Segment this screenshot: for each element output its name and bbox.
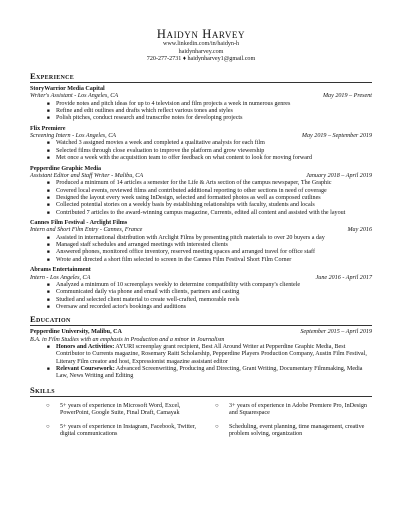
job-role: Writer's Assistant - Los Angeles, CA — [30, 93, 119, 100]
organization-name: Flix Premiere — [30, 125, 66, 132]
section-divider — [30, 325, 372, 326]
organization-name: StoryWarrior Media Capital — [30, 85, 105, 92]
experience-list — [30, 86, 372, 311]
list-item — [56, 366, 372, 381]
job-dates: January 2018 – April 2019 — [306, 172, 372, 179]
organization-name: Cannes Film Festival - Arclight Films — [30, 220, 128, 227]
list-item: ■ Managed staff schedules and arranged meetings with interested clients — [56, 242, 372, 249]
job-role: Intern and Short Film Entry - Cannes, France — [30, 227, 143, 234]
school-name: Pepperdine University, Malibu, CA — [30, 329, 122, 336]
experience-entry — [30, 86, 372, 123]
honors-text: AYURI screenplay grant recipient, Best All Around Writer at Pepperdine Graphic Media, Best Contributor to Currents magazine, Rosemary Raitt Scholarship, Pepperdine Players Production Company, Austin Film Festival, Literary Film creator and host, Expressionist magazine assistant editor — [56, 344, 367, 365]
phone-email: 720-277-2731 ♦ haidynharvey1@gmail.com — [146, 56, 256, 63]
list-item: ■ Met once a week with the acquisition team to offer feedback on what content to look for moving forward — [56, 155, 372, 162]
contact-block — [30, 41, 372, 64]
list-item: ■ Analyzed a minimum of 10 screenplays weekly to determine compatibility with company's clientele — [56, 282, 372, 289]
skill-item: ○ 5+ years of experience in Instagram, Facebook, Twitter, digital communications — [46, 423, 196, 438]
job-role: Screening Intern - Los Angeles, CA — [30, 133, 116, 140]
website-link[interactable]: haidynharvey.com — [178, 48, 224, 55]
coursework-label: Relevant Coursework: — [56, 365, 115, 372]
circle-bullet-icon: ○ — [46, 402, 50, 409]
experience-entry — [30, 166, 372, 217]
list-item: ■ Designed the layout every week using InDesign, selected and formatted photos as well as composed cutlines — [56, 195, 372, 202]
experience-heading: Experience — [30, 70, 75, 81]
job-dates: May 2019 – September 2019 — [301, 133, 372, 140]
coursework-text: Advanced Screenwriting, Producing and Directing, Grant Writing, Documentary Filmmaking, Media Law, News Writing and Editing — [56, 365, 363, 380]
list-item: ■ Watched 3 assigned movies a week and completed a qualitative analysis for each film — [56, 140, 372, 147]
skill-item: ○ 5+ years of experience in Microsoft Word, Excel, PowerPoint, Google Suite, Final Draft, Camayak — [46, 402, 181, 417]
education-heading: Education — [30, 314, 71, 325]
education-dates: September 2015 – April 2019 — [300, 329, 372, 336]
list-item: ■ Contributed 7 articles to the award-winning campus magazine, Currents, edited all content and assisted with the layout — [56, 210, 372, 217]
linkedin-link[interactable]: www.linkedin.com/in/haidyn-h — [162, 41, 240, 47]
job-role: Intern - Los Angeles, CA — [30, 274, 91, 281]
organization-name: Abrams Entertainment — [30, 267, 91, 274]
circle-bullet-icon: ○ — [46, 423, 50, 430]
skills-heading: Skills — [30, 384, 55, 395]
circle-bullet-icon: ○ — [215, 423, 219, 430]
section-divider — [30, 82, 372, 83]
list-item: ■ Refine and edit outlines and drafts which reflect various tones and styles — [56, 108, 372, 115]
list-item: ■ Polish pitches, conduct research and transcribe notes for developing projects — [56, 115, 372, 122]
job-role: Assistant Editor and Staff Writer - Malibu, CA — [30, 172, 144, 179]
list-item: ■ Covered local events, reviewed films and contributed additional reporting to other sections in need of coverage — [56, 188, 372, 195]
skill-item: ○ Scheduling, event planning, time management, creative problem solving, organization — [215, 423, 365, 438]
list-item — [56, 344, 372, 366]
section-divider — [30, 396, 372, 397]
list-item: ■ Studied and selected client material to create well-crafted, memorable reels — [56, 297, 372, 304]
degree: B.A. in Film Studies with an emphasis in Production and a minor in Journalism — [30, 336, 225, 343]
list-item: ■ Selected films through close evaluation to improve the platform and grow viewership — [56, 148, 372, 155]
experience-entry — [30, 220, 372, 264]
skills-grid — [30, 403, 372, 439]
list-item: ■ Oversaw and recorded actor's bookings and auditions — [56, 304, 372, 311]
list-item: ■ Provide notes and pitch ideas for up to 4 television and film projects a week in numerous genres — [56, 101, 372, 108]
experience-entry — [30, 267, 372, 311]
organization-name: Pepperdine Graphic Media — [30, 165, 102, 172]
list-item: ■ Communicated daily via phone and email with clients, partners and casting — [56, 289, 372, 296]
circle-bullet-icon: ○ — [215, 402, 219, 409]
candidate-name: Haidyn Harvey — [156, 27, 246, 41]
job-dates: May 2016 — [347, 227, 372, 234]
job-dates: May 2019 – Present — [322, 93, 372, 100]
honors-label: Honors and Activities: — [56, 344, 115, 351]
education-entry — [30, 329, 372, 380]
list-item: ■ Wrote and directed a short film selected to screen in the Cannes Film Festival Short Film Corner — [56, 257, 372, 264]
skill-item: ○ 3+ years of experience in Adobe Premiere Pro, InDesign and Squarespace — [215, 402, 367, 417]
list-item: ■ Produced a minimum of 14 articles a semester for the Life & Arts section of the campus newspaper, The Graphic — [56, 180, 372, 187]
list-item: ■ Collected potential stories on a weekly basis by establishing relationships with faculty, students and locals — [56, 202, 372, 209]
list-item: ■ Assisted in international distribution with Arclight Films by presenting pitch materials to over 20 buyers a day — [56, 235, 372, 242]
list-item: ■ Answered phones, monitored office inventory, reserved meeting spaces and arranged travel for office staff — [56, 249, 372, 256]
job-dates: June 2016 - April 2017 — [315, 274, 372, 281]
experience-entry — [30, 126, 372, 163]
